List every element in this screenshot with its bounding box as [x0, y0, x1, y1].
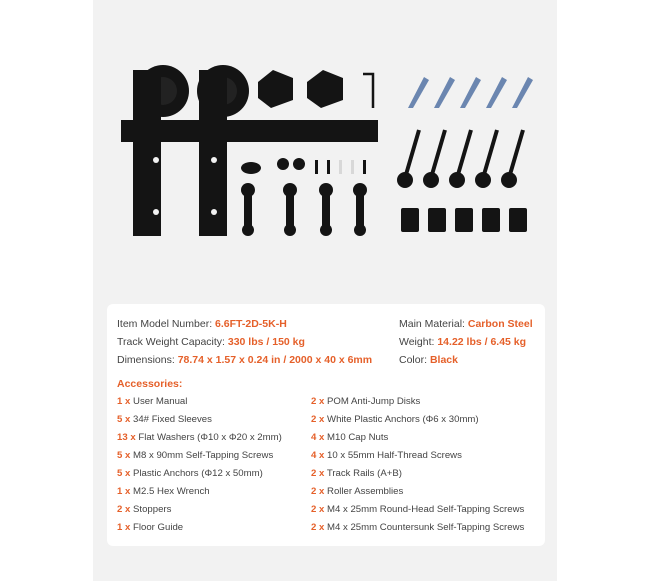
accessory-item: 1 x User Manual [117, 396, 188, 407]
accessory-item: 5 x 34# Fixed Sleeves [117, 414, 212, 425]
accessory-item: 1 x Floor Guide [117, 522, 184, 533]
roller-hanger-right [197, 65, 249, 236]
hex-wrench [363, 74, 373, 108]
spec-weight: Weight: 14.22 lbs / 6.45 kg [399, 336, 527, 348]
product-panel [93, 0, 557, 581]
spec-dimensions: Dimensions: 78.74 x 1.57 x 0.24 in / 2000 x 40 x 6mm [117, 354, 373, 366]
accessory-item: 4 x 10 x 55mm Half-Thread Screws [311, 450, 462, 461]
accessory-item: 1 x M2.5 Hex Wrench [117, 486, 210, 497]
hardware-kit-photo [93, 0, 557, 300]
self-tapping-screws [399, 130, 523, 186]
spec-card [107, 304, 545, 546]
spec-model: Item Model Number: 6.6FT-2D-5K-H [117, 318, 287, 330]
roller-hanger-left [133, 65, 189, 236]
accessory-item: 5 x M8 x 90mm Self-Tapping Screws [117, 450, 274, 461]
accessory-item: 4 x M10 Cap Nuts [311, 432, 389, 443]
accessory-item: 2 x M4 x 25mm Round-Head Self-Tapping Screws [311, 504, 525, 515]
accessory-item: 5 x Plastic Anchors (Φ12 x 50mm) [117, 468, 263, 479]
accessory-item: 2 x POM Anti-Jump Disks [311, 396, 421, 407]
spec-capacity: Track Weight Capacity: 330 lbs / 150 kg [117, 336, 305, 348]
accessory-item: 2 x Roller Assemblies [311, 486, 404, 497]
accessory-item: 13 x Flat Washers (Φ10 x Φ20 x 2mm) [117, 432, 282, 443]
spec-color: Color: Black [399, 354, 458, 366]
accessories-title: Accessories: [117, 378, 183, 390]
half-thread-screws [241, 183, 367, 236]
fixed-sleeves [401, 208, 527, 232]
floor-guide-and-small-parts [241, 158, 366, 174]
accessory-item: 2 x White Plastic Anchors (Φ6 x 30mm) [311, 414, 479, 425]
accessory-item: 2 x Stoppers [117, 504, 172, 515]
accessory-item: 2 x Track Rails (A+B) [311, 468, 402, 479]
plastic-anchors [408, 77, 533, 108]
stoppers [258, 70, 343, 108]
accessory-item: 2 x M4 x 25mm Countersunk Self-Tapping Screws [311, 522, 525, 533]
spec-material: Main Material: Carbon Steel [399, 318, 533, 330]
